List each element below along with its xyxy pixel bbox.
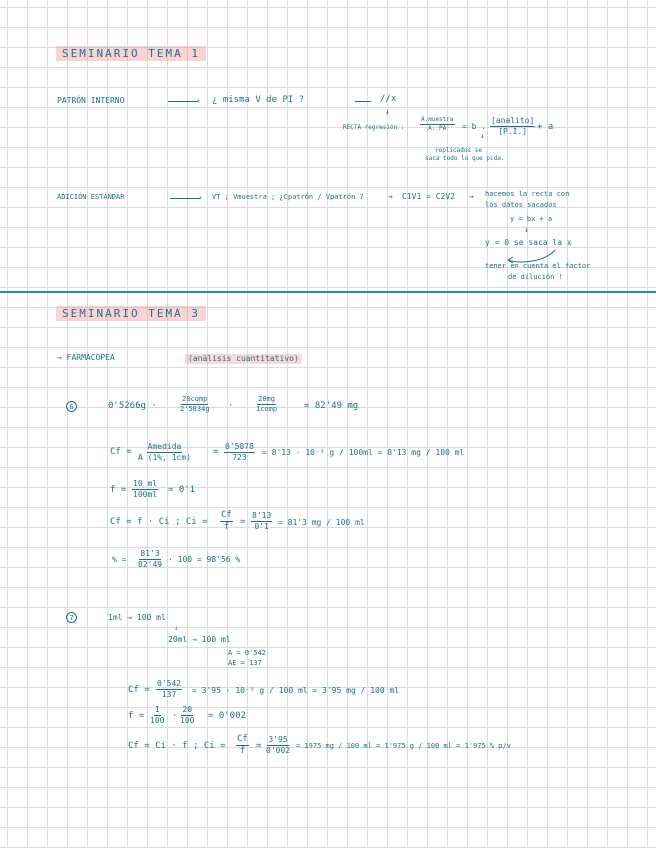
patron-result: //x [380,94,397,104]
farmacopea-label: → FARMACOPEA [57,353,115,362]
down-arrow-icon: ↓ [524,225,529,234]
recta-ratio-num: [analito] [491,116,535,125]
ex6-cf2-frac2 [251,512,272,531]
ex6-cf2-frac [220,511,233,532]
recta-ratio-den: [P.I.] [498,127,528,136]
arrow-head: › [198,193,203,202]
ex7-cf-label: Cf = [128,685,150,695]
ex6-result: = 82'49 mg [304,401,359,411]
ex6-cf-num2: 0'5878 [225,442,254,451]
ex6-start: 0'5266g · [108,401,157,411]
ex7-cf2-num: Cf [237,734,248,744]
ex7-f-den: 100 [150,716,165,725]
ex6-frac1 [180,396,210,413]
ex6-f-label: f = [110,485,127,495]
down-arrow-icon: ↓ [174,624,179,632]
ex7-f-frac [150,706,164,725]
adicion-eq3: y = 0 se saca la x [485,238,572,247]
patron-arrow [168,101,198,102]
ex7-cf2-den: f [239,746,246,756]
patron-question: ¿ misma V de PI ? [212,95,305,105]
ex6-cf-result: = 8'13 · 10⁻³ g / 100ml = 8'13 mg / 100 ml [262,448,465,457]
adicion-arrow [170,198,200,199]
down-arrow-icon: ↓ [480,131,485,140]
ex6-pct-label: % = [112,555,127,564]
ex7-f-num2: 20 [182,705,193,714]
ex7-cf-den: 137 [161,690,177,699]
ex7-ae-val: AE = 137 [228,659,262,667]
ex7-cf2-frac [236,735,249,756]
down-arrow-icon: ↓ [385,107,390,116]
ex7-line1: 1ml → 100 ml [108,613,166,622]
ex7-f-dot: · [172,711,178,721]
recta-mid: = b . [462,122,487,131]
patron-arrow-2 [355,101,371,102]
ex6-f-num: 10 ml [133,479,158,488]
ex6-cf-den2: 723 [232,453,247,462]
recta-num: Á.muestra [421,116,454,123]
ex7-cf2-frac2 [266,736,290,755]
recta-fraction [420,117,455,132]
ex6-cf2-den2: 0'1 [254,522,269,531]
section-divider [0,291,656,293]
ex6-pct-den: 82'49 [138,560,163,569]
adicion-note-3: tener en cuenta el factor [485,262,591,270]
ex6-cf-frac2 [224,443,255,462]
ex6-dot: · [228,401,234,411]
patron-interno-label: PATRÓN INTERNO [57,96,125,105]
ex6-cf2-num2: 8'13 [252,511,272,520]
ex7-f-label: f = [128,711,145,721]
recta-label: RECTA regresión : [343,124,405,131]
adicion-note-1: hacemos la recta con [485,190,570,198]
ex6-cf-label: Cf = [110,447,132,457]
adicion-eq: C1V1 = C2V2 [402,192,455,201]
ex7-cf2-den2: 0'002 [266,746,291,755]
ex6-f-result: = 0'1 [168,485,196,495]
ex6-cf-num: Amedida [147,442,182,451]
ex6-cf2-left: Cf = f · Ci ; Ci = [110,517,208,527]
ex7-cf-num: 0'542 [157,679,182,688]
adicion-vars: VT ; Vmuestra ; ¿Cpatrón / Vpatrón ? [212,193,364,201]
ex6-pct-frac [138,550,162,569]
recta-tail: + a [537,122,554,132]
recta-den: Á. PA [428,125,447,132]
recta-note-2: saca todo lo que pida. [425,155,505,162]
ex6-cf-den: A (1%, 1cm) [138,453,191,462]
arrow-icon: → [388,192,393,201]
adicion-note-2: los datos sacados [485,201,557,209]
ex7-a-val: A = 0'542 [228,649,266,657]
ex6-cf-frac [138,443,191,462]
exercise-number-7: 7 [66,612,77,623]
ex7-line2: 20ml → 100 ml [168,635,231,644]
ex7-cf2-num2: 3'95 [268,735,288,744]
ex7-cf-result: = 3'95 · 10⁻³ g / 100 ml = 3'95 mg / 100 ml [192,686,400,695]
exercise-number-6: 6 [66,401,77,412]
farmacopea-paren: (análisis cuantitativo) [185,354,302,364]
adicion-eq2: y = bx + a [510,215,553,223]
ex7-cf-frac [156,680,182,699]
ex6-cf2-den: f [223,522,230,532]
ex7-f-frac2 [180,706,194,725]
adicion-note-4: de dilución ! [508,273,563,281]
ex6-cf-eq: = [213,447,219,457]
ex6-pct-num: 81'3 [140,549,160,558]
ex6-f2-num: 20mg [258,395,275,403]
arrow-head: › [196,96,201,105]
ex7-f-den2: 100 [180,716,195,725]
ex6-cf2-result: = 81'3 mg / 100 ml [278,518,365,527]
ex7-cf2-left: Cf = Ci · f ; Ci = [128,741,226,751]
ex7-f-result: = 0'002 [208,711,246,721]
tema3-title: SEMINARIO TEMA 3 [56,306,206,321]
recta-ratio [490,117,535,136]
ex6-frac2 [256,396,277,413]
ex6-f1-num: 20comp [182,395,208,403]
ex6-cf2-eq: = [240,517,246,527]
ex7-f-num: 1 [154,705,160,714]
ex6-f-den: 100ml [133,490,158,499]
ex6-f1-den: 2'5834g [180,405,210,413]
ex6-pct-result: · 100 = 98'56 % [168,555,241,564]
ex6-f-frac [132,480,158,499]
ex6-cf2-num: Cf [221,510,232,520]
ex6-f2-den: 1comp [256,405,278,413]
recta-note-1: replicados se [435,147,482,154]
arrow-icon: → [469,192,474,201]
adicion-label: ADICIÓN ESTÁNDAR [57,193,125,201]
ex7-cf2-result: = 1975 mg / 100 ml = 1'975 g / 100 ml = 1'975 % p/v [296,742,511,750]
ex7-cf2-eq: = [256,741,262,751]
tema1-title: SEMINARIO TEMA 1 [56,46,206,61]
